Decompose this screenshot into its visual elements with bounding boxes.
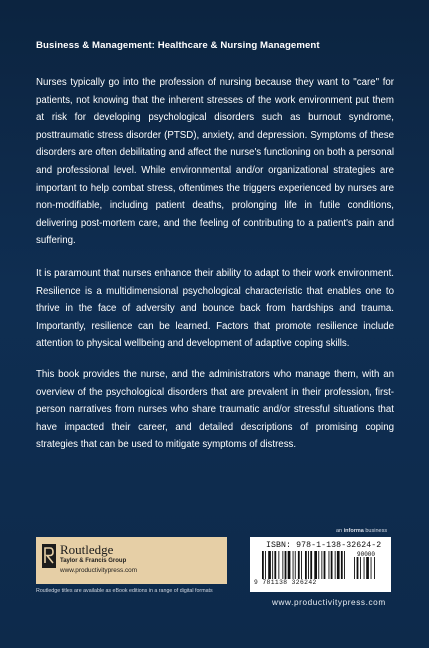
website-url: www.productivitypress.com <box>272 598 386 607</box>
informa-tagline <box>336 528 387 534</box>
informa-suffix: business <box>363 528 388 534</box>
barcode-icon <box>262 551 380 581</box>
description-paragraph-2: It is paramount that nurses enhance their ability to adapt to their work environment. Resilience is a multidimensional psychological characteristic that enables one to thrive in the face of adversity and bounce back from hardships and trauma. Importantly, resilience can be learned. Factors that promote resilience include attention to physical wellbeing and development of adaptive coping skills. <box>36 268 394 350</box>
series-title: Business & Management: Healthcare & Nursing Management <box>36 40 320 51</box>
informa-prefix: an <box>336 528 344 534</box>
description-paragraph-3: This book provides the nurse, and the administrators who manage them, with an overview of the psychological disorders that are prevalent in their profession, first-person narratives from nurses who share traumatic and/or stressful situations that have impacted their career, and detailed descriptions of promising coping strategies that can be used to mitigate symptoms of distress. <box>36 369 394 451</box>
price-code: 90000 <box>357 551 376 558</box>
routledge-logo-icon <box>42 544 56 568</box>
publisher-panel <box>36 537 227 584</box>
publisher-name: Routledge <box>60 542 114 557</box>
publisher-url: www.productivitypress.com <box>60 567 138 574</box>
description-paragraph-1: Nurses typically go into the profession of nursing because they want to "care" for patients, not knowing that the inherent stresses of the work environment put them at risk for developing psychological disorders such as burnout syndrome, posttraumatic stress disorder (PTSD), anxiety, and depression. Symptoms of these disorders are often debilitating and affect the nurse's functioning on both a personal and professional level. While environmental and/or organizational strategies are important to help combat stress, oftentimes the triggers experienced by nurses are non-modifiable, including patient deaths, prolonging life in futile conditions, delivering post-mortem care, and the feeling of contributing to a patient's pain and suffering. <box>36 77 394 247</box>
ebook-note: Routledge titles are available as eBook editions in a range of digital formats <box>36 588 213 594</box>
informa-brand: informa <box>343 528 364 534</box>
publisher-group: Taylor & Francis Group <box>60 558 127 564</box>
barcode-panel <box>250 537 391 592</box>
barcode-digits: 9 781138 326242 <box>254 579 317 586</box>
isbn-text: ISBN: 978-1-138-32624-2 <box>266 541 382 550</box>
